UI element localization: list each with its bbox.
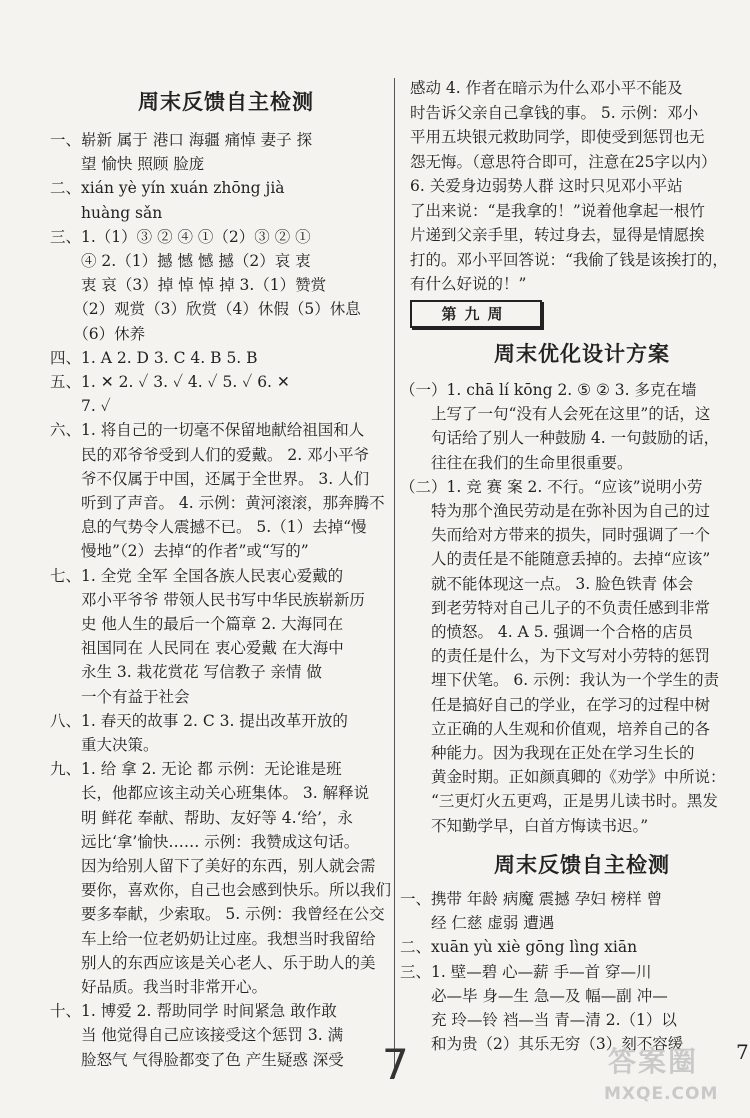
- answer-line: 埋下伏笔。 6. 示例：我认为一个学生的责: [400, 671, 720, 690]
- answer-line: 衷 哀（3）掉 悼 悼 掉 3.（1）赞赏: [50, 276, 327, 295]
- answer-line: 要你，喜欢你，自己也会感到快乐。所以我们: [50, 881, 392, 900]
- handwritten-mark: 7: [382, 1040, 409, 1089]
- watermark-top-text: 答案圈: [608, 1045, 699, 1078]
- answer-line: 和为贵（2）其乐无穷（3）刻不容缓: [400, 1035, 684, 1054]
- answer-line: huàng sǎn: [50, 203, 163, 222]
- answer-line: 听到了声音。 4. 示例：黄河滚滚，那奔腾不: [50, 494, 385, 512]
- watermark-bottom-text: MXQE.COM: [604, 1084, 719, 1104]
- answer-line: 6. 关爱身边弱势人群 这时只见邓小平站: [410, 177, 683, 195]
- answer-line: 七、1. 全党 全军 全国各族人民衷心爱戴的: [50, 566, 344, 585]
- answer-line: （6）休养: [50, 324, 146, 343]
- answer-line: 长，他都应该主动关心班集体。 3. 解释说: [50, 784, 370, 803]
- answer-line: 的愤怒。 4. A 5. 强调一个合格的店员: [400, 623, 693, 641]
- answer-line: （2）观赏（3）欣赏（4）休假（5）休息: [50, 300, 361, 319]
- answer-line: 一、崭新 属于 港口 海疆 痛悼 妻子 探: [50, 131, 313, 149]
- answer-line: 黄金时期。正如颜真卿的《劝学》中所说：: [400, 768, 726, 787]
- answer-line: 二、xián yè yín xuán zhōng jià: [50, 179, 285, 198]
- section-title-weekend-feedback: 周末反馈自主检测: [138, 90, 314, 114]
- answer-line: 当 他觉得自己应该接受这个惩罚 3. 满: [50, 1026, 344, 1045]
- answer-line: 充 玲—铃 裆—当 青—清 2.（1）以: [400, 1011, 677, 1029]
- answer-line: 祖国同在 人民同在 衷心爱戴 在大海中: [50, 639, 344, 658]
- answer-line: 的责任是什么，为下文写对小劳特的惩罚: [400, 647, 711, 666]
- answer-line: 7. ✓: [50, 397, 111, 416]
- answer-line: 时告诉父亲自己拿钱的事。 5. 示例：邓小: [410, 103, 699, 122]
- answer-line: 到老劳特对自己儿子的不负责任感到非常: [400, 598, 711, 617]
- answer-line: 句话给了别人一种鼓励 4. 一句鼓励的话，: [400, 429, 720, 448]
- answer-line: 远比‘拿’愉快…… 示例：我赞成这句话。: [50, 832, 360, 851]
- answer-line: 三、1. 壁—碧 心—薪 手—首 穿—川: [400, 962, 652, 981]
- answer-line: 永生 3. 栽花赏花 写信教子 亲情 做: [50, 663, 322, 682]
- answer-line: 明 鲜花 奉献、帮助、友好等 4.‘给’，永: [50, 808, 353, 827]
- answer-line: 八、1. 春天的故事 2. C 3. 提出改革开放的: [50, 711, 348, 730]
- section-title-weekend-feedback-2: 周末反馈自主检测: [494, 853, 670, 877]
- answer-line: 别人的东西应该是关心老人、乐于助人的美: [50, 953, 376, 972]
- answer-line: 邓小平爷爷 带领人民书写中华民族崭新历: [50, 590, 365, 609]
- answer-line: 一个有益于社会: [50, 687, 190, 706]
- answer-line: 要多奉献，少索取。 5. 示例：我曾经在公交: [50, 905, 385, 924]
- answer-line: 就不能体现这一点。 3. 脸色铁青 体会: [400, 574, 694, 593]
- answer-line: 息的气势令人震撼不已。 5.（1）去掉“慢: [50, 518, 367, 537]
- answer-line: 不知勤学早，白首方悔读书迟。”: [400, 816, 649, 835]
- answer-line: 十、1. 博爱 2. 帮助同学 时间紧急 敢作敢: [50, 1002, 337, 1021]
- answer-line: （一）1. chā lí kōng 2. ⑤ ② 3. 多克在墙: [400, 381, 697, 399]
- answer-line: 重大决策。: [50, 736, 159, 754]
- answer-line: 因为给别人留下了美好的东西，别人就会需: [50, 857, 376, 875]
- answer-line: 立正确的人生观和价值观，培养自己的各: [400, 719, 711, 738]
- page-number: 7: [736, 1040, 749, 1064]
- answer-line: 好品质。我当时非常开心。: [50, 978, 268, 996]
- week-nine-label: 第九周: [410, 300, 542, 328]
- answer-line: 打的。邓小平回答说：“我偷了钱是该挨打的，: [410, 250, 728, 269]
- answer-line: 六、1. 将自己的一切毫不保留地献给祖国和人: [50, 421, 365, 440]
- answer-line: 人的责任是不能随意丢掉的。去掉“应该”: [400, 550, 711, 569]
- answer-line: 民的邓爷爷受到人们的爱戴。 2. 邓小平爷: [50, 445, 370, 464]
- answer-line: （二）1. 竞 赛 案 2. 不行。“应该”说明小劳: [400, 477, 703, 496]
- column-divider: [394, 78, 395, 1078]
- answer-line: 史 他人生的最后一个篇章 2. 大海同在: [50, 615, 344, 633]
- answer-line: 爷不仅属于中国，还属于全世界。 3. 人们: [50, 469, 370, 488]
- answer-line: 经 仁慈 虚弱 遭遇: [400, 914, 555, 933]
- answer-line: 了出来说：“是我拿的！”说着他拿起一根竹: [410, 201, 705, 220]
- answer-line: 必—毕 身—生 急—及 幅—副 冲—: [400, 986, 668, 1005]
- answer-line: 任是搞好自己的学业，在学习的过程中树: [400, 695, 711, 714]
- answer-line: “三更灯火五更鸡，正是男儿读书时。黑发: [400, 792, 718, 811]
- answer-line: 有什么好说的！”: [410, 275, 527, 293]
- answer-line: 种能力。因为我现在正处在学习生长的: [400, 744, 695, 762]
- answer-line: ④ 2.（1）撼 憾 憾 撼（2）哀 衷: [50, 252, 311, 270]
- answer-line: 往往在我们的生命里很重要。: [400, 453, 633, 472]
- answer-line: 九、1. 给 拿 2. 无论 都 示例：无论谁是班: [50, 760, 342, 779]
- answer-line: 三、1.（1）③ ② ④ ①（2）③ ② ①: [50, 227, 311, 246]
- answer-line: 慢地”（2）去掉“的作者”或“写的”: [50, 542, 309, 561]
- answer-line: 一、携带 年龄 病魔 震撼 孕妇 榜样 曾: [400, 890, 663, 908]
- answer-line: 片递到父亲手里，转过身去，显得是情愿挨: [410, 226, 705, 244]
- answer-line: 望 愉快 照顾 脸庞: [50, 155, 205, 174]
- answer-line: 五、1. ✕ 2. ✓ 3. ✓ 4. ✓ 5. ✓ 6. ✕: [50, 373, 290, 391]
- answer-line: 怨无悔。（意思符合即可，注意在25字以内）: [410, 152, 717, 171]
- answer-line: 车上给一位老奶奶让过座。我想当时我留给: [50, 929, 376, 948]
- answer-line: 平用五块银元救助同学，即使受到惩罚也无: [410, 128, 705, 146]
- answer-line: 四、1. A 2. D 3. C 4. B 5. B: [50, 348, 258, 367]
- answer-line: 失而给对方带来的损失，同时强调了一个: [400, 526, 711, 545]
- answer-line: 感动 4. 作者在暗示为什么邓小平不能及: [410, 79, 683, 97]
- watermark-logo: [590, 1040, 740, 1110]
- answer-line: 二、xuān yù xiè gōng lìng xiān: [400, 938, 638, 957]
- answer-line: 脸怒气 气得脸都变了色 产生疑惑 深受: [50, 1050, 344, 1069]
- answer-line: 特为那个渔民劳动是在弥补因为自己的过: [400, 502, 711, 520]
- section-title-optimized-plan: 周末优化设计方案: [494, 342, 670, 366]
- answer-line: 上写了一句“没有人会死在这里”的话，这: [400, 405, 711, 424]
